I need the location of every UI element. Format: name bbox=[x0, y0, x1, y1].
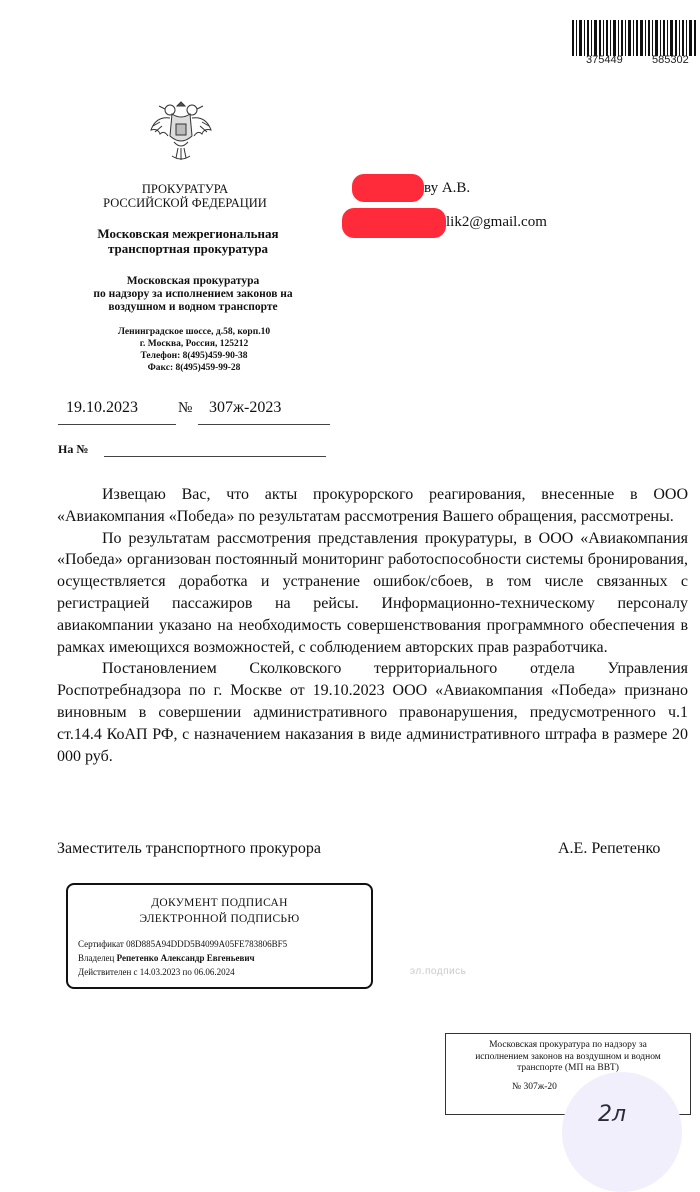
address-line-2: г. Москва, Россия, 125212 bbox=[139, 339, 249, 350]
outgoing-date: 19.10.2023 bbox=[66, 399, 138, 416]
fax: Факс: 8(495)459-99-28 bbox=[147, 363, 241, 374]
contact-block bbox=[88, 326, 300, 375]
barcode-number-right: 585302 bbox=[652, 54, 689, 66]
handwritten-mark: 2л bbox=[598, 1102, 627, 1127]
paragraph-2: По результатам рассмотрения представления прокуратуры, в ООО «Авиакомпания «Победа» организован постоянный мониторинг работоспособности системы бронирования, осуществляется доработка и устранение ошибок/сбоев, в том числе связанных с регистрацией пассажиров на рейсы. Информационно-техническому персоналу авиакомпании указано на необходимость совершенствования программного обеспечения в рамках имеющихся возможностей, с соблюдением авторских прав разработчика. bbox=[57, 529, 688, 656]
coat-of-arms-emblem bbox=[148, 96, 214, 164]
reg-line-2: исполнением законов на воздушном и водном bbox=[475, 1051, 661, 1062]
org-line-1: ПРОКУРАТУРА bbox=[141, 182, 229, 196]
signer-role: Заместитель транспортного прокурора bbox=[57, 840, 322, 857]
stamp-certificate bbox=[78, 939, 287, 949]
redaction-email bbox=[342, 208, 446, 238]
e-signature-stamp bbox=[66, 883, 373, 989]
org-line-2: РОССИЙСКОЙ ФЕДЕРАЦИИ bbox=[103, 196, 267, 210]
letter-body bbox=[57, 484, 688, 767]
reference-underline bbox=[104, 456, 326, 457]
certificate-value: 08D885A94DDD5B4099A05FE783806BF5 bbox=[126, 939, 288, 949]
valid-from: 14.03.2023 bbox=[139, 967, 181, 977]
org-name bbox=[80, 182, 290, 210]
recipient-email: lik2@gmail.com bbox=[446, 214, 547, 230]
reg-line-1: Московская прокуратура по надзору за bbox=[489, 1040, 647, 1050]
redaction-name bbox=[352, 174, 424, 202]
dept-line-2: транспортная прокуратура bbox=[107, 240, 269, 256]
dept-line-1: Московская межрегиональная bbox=[97, 226, 279, 241]
overlay-circle bbox=[562, 1072, 682, 1192]
reference-label: На № bbox=[58, 442, 89, 456]
signer-name: А.Е. Репетенко bbox=[558, 840, 661, 857]
sub-line-3: воздушном и водном транспорте bbox=[108, 300, 278, 313]
paragraph-3: Постановлением Сколковского территориального отдела Управления Роспотребнадзора по г. Москве от 19.10.2023 ООО «Авиакомпания «Победа» признано виновным в совершении административного правонарушения, предусмотренного ч.1 ст.14.4 КоАП РФ, с назначением наказания в виде административного штрафа в размере 20 000 руб. bbox=[57, 660, 688, 765]
barcode bbox=[572, 20, 696, 56]
department-name bbox=[62, 227, 314, 256]
phone: Телефон: 8(495)459-90-38 bbox=[140, 351, 248, 362]
owner-value: Репетенко Александр Евгеньевич bbox=[116, 953, 255, 963]
number-symbol: № bbox=[178, 400, 193, 416]
barcode-number-left: 375449 bbox=[586, 54, 623, 66]
sub-department-name bbox=[58, 275, 328, 314]
stamp-owner bbox=[78, 953, 255, 963]
stamp-title-1: ДОКУМЕНТ ПОДПИСАН bbox=[151, 897, 288, 909]
date-underline bbox=[58, 424, 176, 425]
stamp-validity bbox=[78, 967, 235, 977]
paragraph-1: Извещаю Вас, что акты прокурорского реагирования, внесенные в ООО «Авиакомпания «Победа» по результатам рассмотрения Вашего обращения, рассмотрены. bbox=[57, 486, 688, 525]
stamp-title-2: ЭЛЕКТРОННОЙ ПОДПИСЬЮ bbox=[139, 913, 300, 925]
valid-to: 06.06.2024 bbox=[194, 967, 235, 977]
outgoing-number: 307ж-2023 bbox=[209, 399, 282, 416]
certificate-label: Сертификат bbox=[78, 939, 124, 949]
recipient-name: ву А.В. bbox=[424, 180, 471, 196]
valid-to-label: по bbox=[182, 967, 192, 977]
address-line-1: Ленинградское шоссе, д.58, корп.10 bbox=[117, 327, 271, 337]
number-underline bbox=[198, 424, 330, 425]
sub-line-1: Московская прокуратура bbox=[126, 275, 260, 287]
reg-number: № 307ж-20 bbox=[512, 1082, 557, 1092]
valid-label: Действителен с bbox=[78, 967, 138, 977]
e-signature-watermark: эл.подпись bbox=[410, 966, 467, 977]
sub-line-2: по надзору за исполнением законов на bbox=[93, 287, 293, 300]
reg-line-3: транспорте (МП на ВВТ) bbox=[517, 1063, 619, 1074]
owner-label: Владелец bbox=[78, 953, 115, 963]
